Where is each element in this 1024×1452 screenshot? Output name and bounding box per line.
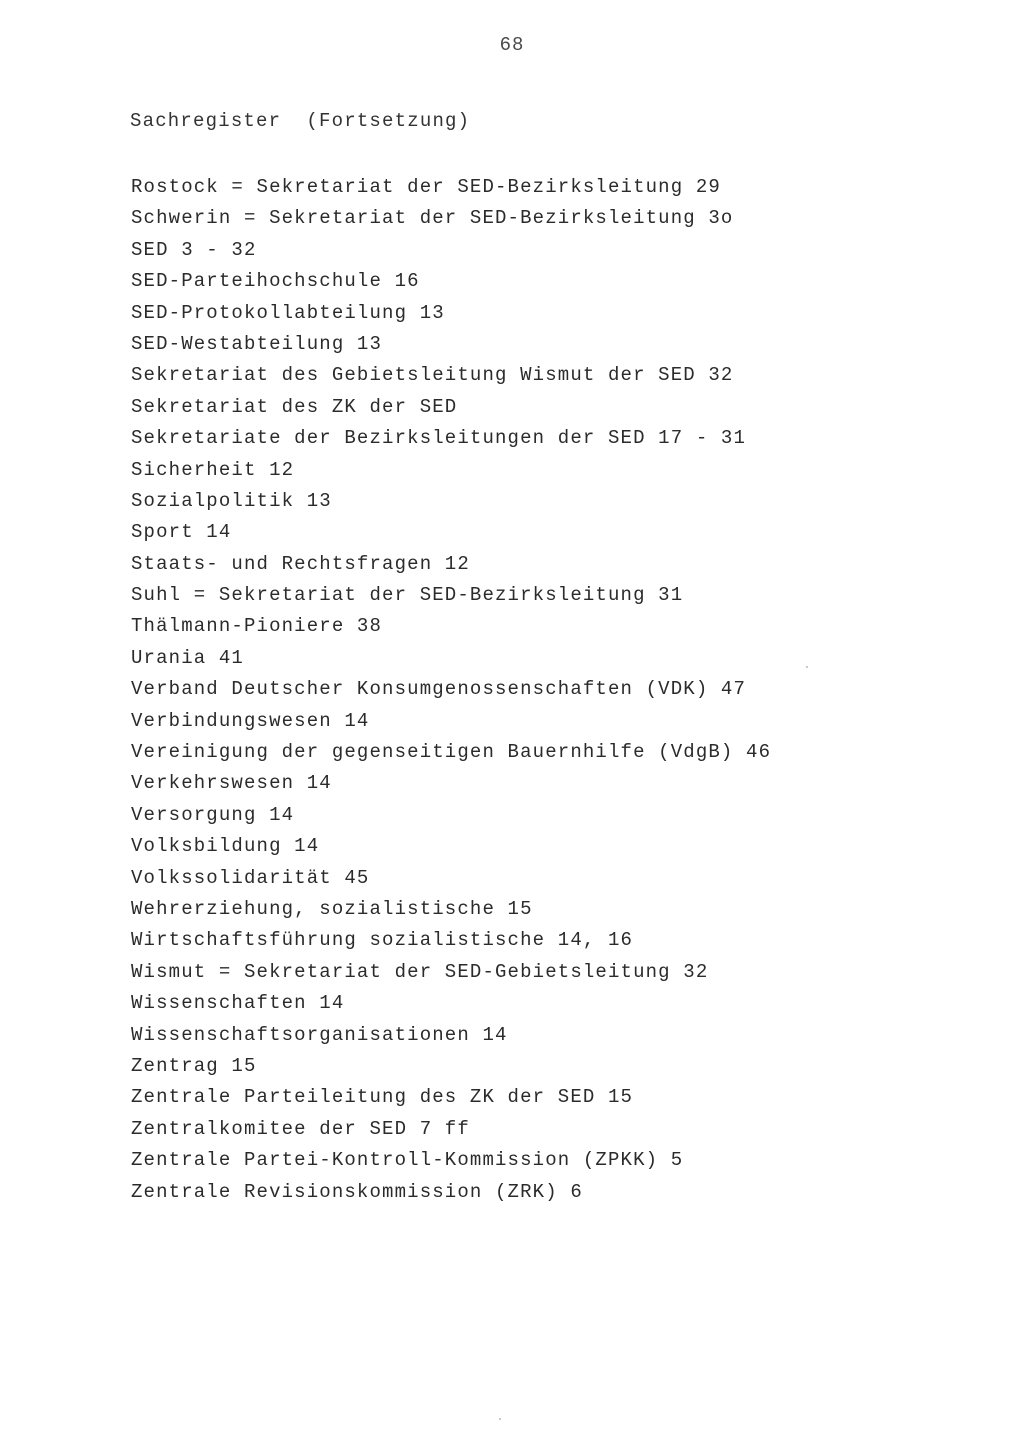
index-entry: Sport 14 (131, 521, 232, 544)
index-entry: SED-Westabteilung 13 (131, 332, 383, 355)
index-entry: Wissenschaftsorganisationen 14 (131, 1023, 508, 1046)
index-entry: Sekretariat des Gebietsleitung Wismut der SED 32 (131, 364, 734, 387)
index-entry: SED 3 - 32 (131, 238, 257, 261)
index-entry: Volksbildung 14 (131, 835, 320, 858)
index-entry: Verband Deutscher Konsumgenossenschaften (VDK) 47 (131, 678, 747, 701)
index-entry: Sicherheit 12 (131, 458, 295, 481)
index-entry: Staats- und Rechtsfragen 12 (131, 552, 470, 575)
index-entry: Thälmann-Pioniere 38 (131, 615, 383, 638)
index-entry: Wehrerziehung, sozialistische 15 (131, 897, 533, 920)
index-entry: SED-Parteihochschule 16 (131, 270, 420, 293)
index-entry: Versorgung 14 (131, 803, 295, 826)
index-entry: Wissenschaften 14 (131, 992, 345, 1015)
index-entry: Zentrale Parteileitung des ZK der SED 15 (131, 1086, 634, 1109)
index-entry: Wirtschaftsführung sozialistische 14, 16 (131, 929, 634, 952)
index-entry: Verkehrswesen 14 (131, 772, 332, 795)
index-entry: Rostock = Sekretariat der SED-Bezirksleitung 29 (131, 176, 721, 198)
index-entry: Zentrale Revisionskommission (ZRK) 6 (131, 1180, 583, 1203)
index-entry: Vereinigung der gegenseitigen Bauernhilfe (VdgB) 46 (131, 741, 772, 764)
index-entry: Zentrag 15 (131, 1054, 257, 1077)
index-entry: SED-Protokollabteilung 13 (131, 301, 445, 324)
index-entry: Sekretariat des ZK der SED (131, 395, 458, 418)
page-number: 68 (499, 34, 525, 56)
index-entry: Volkssolidarität 45 (131, 866, 370, 889)
section-heading: Sachregister (Fortsetzung) (130, 110, 471, 132)
index-entry: Wismut = Sekretariat der SED-Gebietsleitung 32 (131, 960, 709, 983)
index-entry: Urania 41 (131, 646, 244, 669)
index-entry: Schwerin = Sekretariat der SED-Bezirksleitung 3o (131, 207, 734, 230)
subject-index-list (131, 172, 771, 1208)
index-entry: Suhl = Sekretariat der SED-Bezirksleitung 31 (131, 584, 684, 607)
index-entry: Sekretariate der Bezirksleitungen der SED 17 - 31 (131, 427, 747, 450)
index-entry: Sozialpolitik 13 (131, 489, 332, 512)
index-entry: Verbindungswesen 14 (131, 709, 370, 732)
scan-speck (806, 666, 808, 668)
scan-speck (499, 1418, 501, 1420)
index-entry: Zentralkomitee der SED 7 ff (131, 1117, 470, 1140)
index-entry: Zentrale Partei-Kontroll-Kommission (ZPKK) 5 (131, 1149, 684, 1172)
